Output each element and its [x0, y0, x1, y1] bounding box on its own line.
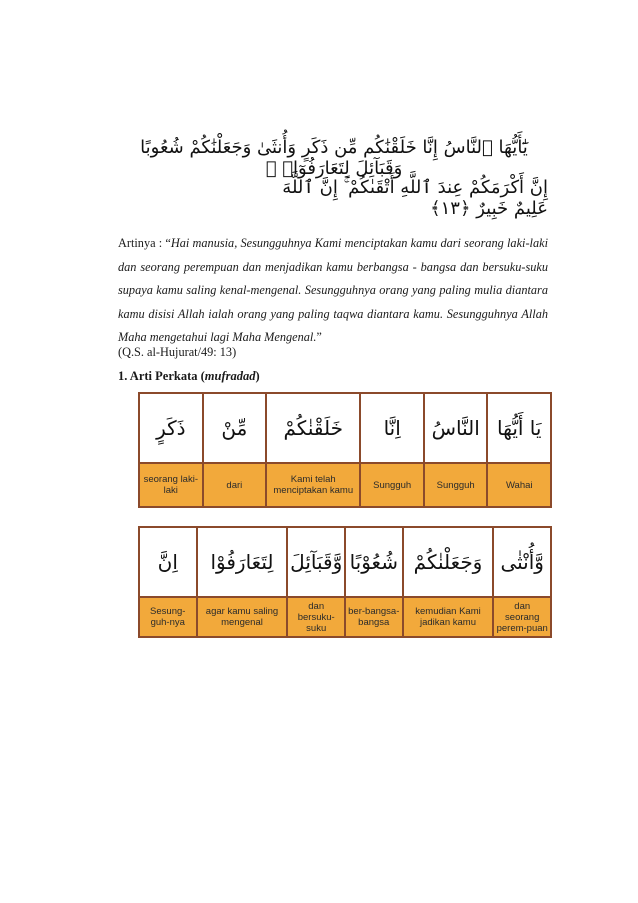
vocab-cell — [198, 528, 287, 636]
heading-prefix: 1. Arti Perkata ( — [118, 369, 205, 383]
section-heading — [118, 369, 260, 384]
vocab-arabic: مِّنْ — [204, 394, 266, 462]
vocab-arabic: اِنَّ — [140, 528, 196, 596]
vocab-meaning: ber-bangsa-bangsa — [346, 598, 402, 636]
vocab-meaning: kemudian Kami jadikan kamu — [404, 598, 493, 636]
vocab-meaning: Sesung-guh-nya — [140, 598, 196, 636]
vocab-meaning: seorang laki-laki — [140, 464, 202, 506]
heading-suffix: ) — [255, 369, 260, 383]
translation-close-quote: ” — [316, 330, 322, 344]
verse-line-1: يَٰٓأَيُّهَا ٱلنَّاسُ إِنَّا خَلَقْنَٰكُم مِّن ذَكَرٍ وَأُنثَىٰ وَجَعَلْنَٰكُمْ شُعُوبًا وَقَبَآئِلَ لِتَعَارَفُوٓا۟ ۚ — [140, 137, 528, 179]
vocab-arabic: اِنَّا — [361, 394, 423, 462]
vocab-meaning: Sungguh — [425, 464, 487, 506]
verse-line-2: إِنَّ أَكْرَمَكُمْ عِندَ ٱللَّهِ أَتْقَىٰكُمْ ۚ إِنَّ ٱللَّهَ عَلِيمٌ خَبِيرٌ ﴿١٣﴾ — [282, 177, 548, 219]
vocab-cell — [425, 394, 487, 506]
vocab-cell — [488, 394, 550, 506]
vocab-arabic: النَّاسُ — [425, 394, 487, 462]
vocab-cell — [204, 394, 266, 506]
vocab-cell — [404, 528, 493, 636]
vocab-arabic: لِتَعَارَفُوْا — [198, 528, 287, 596]
vocab-cell — [140, 394, 202, 506]
vocab-arabic: شُعُوْبًا — [346, 528, 402, 596]
vocab-meaning: dari — [204, 464, 266, 506]
vocab-meaning: dan bersuku-suku — [288, 598, 344, 636]
vocab-cell — [288, 528, 344, 636]
vocab-arabic: خَلَقْنٰكُمْ — [267, 394, 359, 462]
vocab-arabic: وَّقَبَآئِلَ — [288, 528, 344, 596]
vocabulary-table-2 — [138, 526, 552, 638]
vocab-cell — [361, 394, 423, 506]
vocab-arabic: يَا أَيُّهَا — [488, 394, 550, 462]
vocab-meaning: dan seorang perem-puan — [494, 598, 550, 636]
verse-reference: (Q.S. al-Hujurat/49: 13) — [118, 345, 237, 359]
vocab-arabic: ذَكَرٍ — [140, 394, 202, 462]
vocab-cell — [346, 528, 402, 636]
vocab-meaning: agar kamu saling mengenal — [198, 598, 287, 636]
vocabulary-table-1 — [138, 392, 552, 508]
vocab-cell — [140, 528, 196, 636]
vocab-arabic: وَّأُنْثٰى — [494, 528, 550, 596]
vocab-cell — [267, 394, 359, 506]
translation-text: Hai manusia, Sesungguhnya Kami menciptakan kamu dari seorang laki-laki dan seorang perempuan dan menjadikan kamu berbangsa - bangsa dan bersuku-suku supaya kamu saling kenal-mengenal. Sesungguhnya orang yang paling mulia diantara kamu disisi Allah ialah orang yang paling taqwa diantara kamu. Sesungguhnya Allah Maha mengetahui lagi Maha Mengenal. — [118, 236, 548, 344]
vocab-meaning: Wahai — [488, 464, 550, 506]
translation-label: Artinya : “ — [118, 236, 171, 250]
heading-term: mufradad — [204, 369, 256, 383]
vocab-meaning: Sungguh — [361, 464, 423, 506]
vocab-meaning: Kami telah menciptakan kamu — [267, 464, 359, 506]
translation-paragraph — [118, 232, 548, 350]
vocab-cell — [494, 528, 550, 636]
vocab-arabic: وَجَعَلْنٰكُمْ — [404, 528, 493, 596]
